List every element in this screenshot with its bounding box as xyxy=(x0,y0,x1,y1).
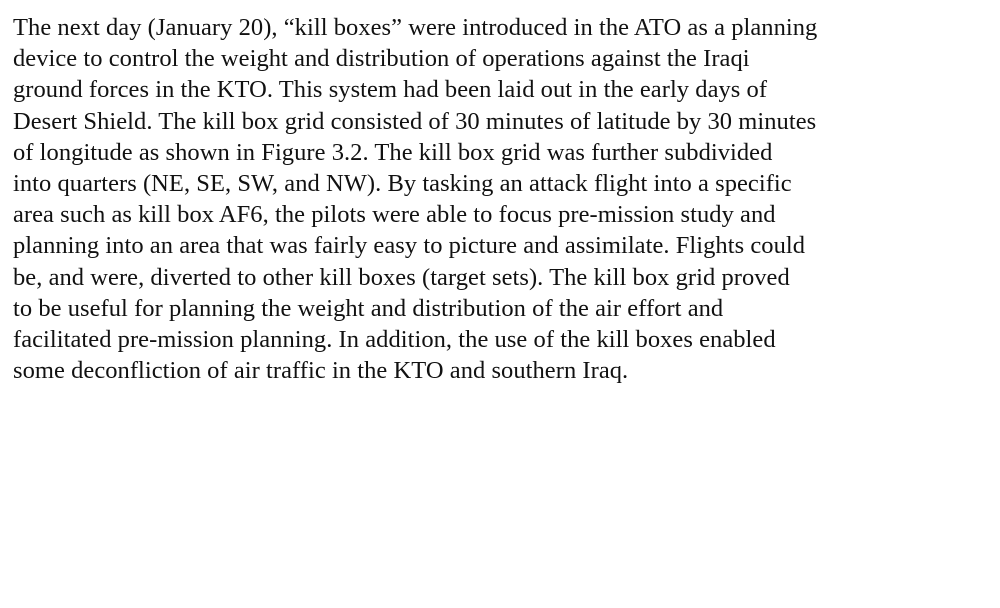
paragraph-line: to be useful for planning the weight and distribution of the air effort and xyxy=(13,294,724,322)
body-paragraph xyxy=(13,12,817,386)
paragraph-line: area such as kill box AF6, the pilots were able to focus pre-mission study and xyxy=(13,201,776,229)
paragraph-line: The next day (January 20), “kill boxes” were introduced in the ATO as a planning xyxy=(13,14,818,41)
paragraph-line: into quarters (NE, SE, SW, and NW). By tasking an attack flight into a specific xyxy=(13,170,792,198)
paragraph-line: ground forces in the KTO. This system had been laid out in the early days of xyxy=(13,76,768,104)
paragraph-line: Desert Shield. The kill box grid consisted of 30 minutes of latitude by 30 minutes xyxy=(13,107,817,135)
paragraph-line: of longitude as shown in Figure 3.2. The kill box grid was further subdivided xyxy=(13,138,773,166)
paragraph-line: facilitated pre-mission planning. In addition, the use of the kill boxes enabled xyxy=(13,326,776,354)
paragraph-line: planning into an area that was fairly easy to picture and assimilate. Flights could xyxy=(13,232,806,260)
paragraph-line: be, and were, diverted to other kill boxes (target sets). The kill box grid proved xyxy=(13,263,790,291)
paragraph-line: device to control the weight and distribution of operations against the Iraqi xyxy=(13,45,750,73)
paragraph-line: some deconfliction of air traffic in the KTO and southern Iraq. xyxy=(13,357,629,385)
